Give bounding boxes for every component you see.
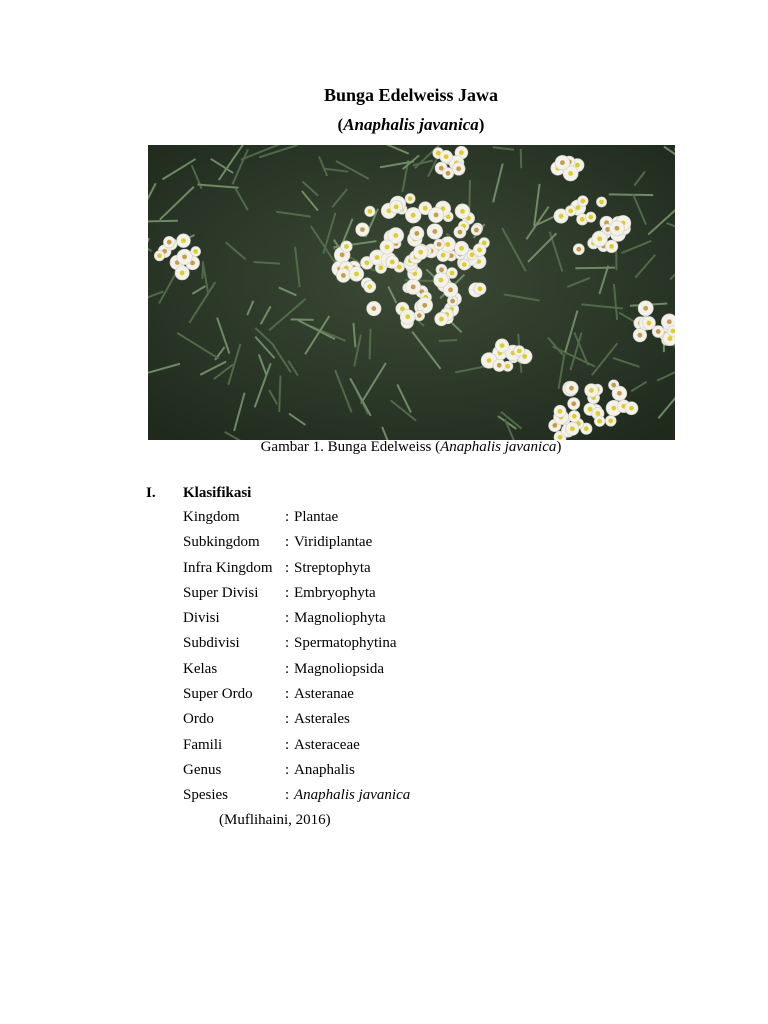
row-value: Asterales	[294, 711, 350, 728]
section-title: Klasifikasi	[183, 485, 252, 501]
row-label: Divisi	[183, 610, 220, 627]
species-italic: Anaphalis javanica	[294, 787, 411, 804]
row-separator: :	[285, 509, 290, 525]
classification-list	[183, 509, 410, 813]
edelweiss-photo	[148, 145, 675, 440]
row-value: Asteraceae	[294, 736, 360, 753]
document-subtitle	[0, 115, 768, 135]
row-label: Famili	[183, 736, 223, 753]
document-title: Bunga Edelweiss Jawa	[323, 85, 499, 105]
row-separator: :	[285, 711, 290, 728]
edelweiss-illustration	[148, 145, 675, 440]
row-separator: :	[285, 686, 290, 703]
row-label: Infra Kingdom	[183, 559, 273, 576]
row-label: Spesies	[183, 787, 228, 804]
row-separator: :	[285, 610, 290, 627]
row-separator: :	[285, 660, 290, 677]
classification-row	[183, 509, 410, 534]
row-label: Subkingdom	[183, 534, 260, 551]
classification-row	[183, 560, 410, 585]
classification-row	[183, 711, 410, 736]
row-value: Magnoliophyta	[294, 610, 386, 627]
row-value: Embryophyta	[294, 584, 376, 601]
row-separator: :	[285, 559, 290, 576]
row-value: Viridiplantae	[294, 534, 373, 551]
citation: (Muflihaini, 2016)	[219, 812, 331, 828]
subtitle-open-paren: (	[337, 115, 344, 134]
row-separator: :	[285, 584, 290, 601]
subtitle-species: Anaphalis javanica	[343, 115, 479, 134]
row-value: Plantae	[294, 509, 339, 525]
row-separator: :	[285, 635, 290, 652]
row-label: Super Ordo	[183, 686, 253, 703]
row-separator: :	[285, 761, 290, 778]
row-label: Ordo	[183, 711, 214, 728]
subtitle-close-paren: )	[478, 115, 485, 134]
caption-prefix: Gambar 1. Bunga Edelweiss (	[260, 439, 441, 455]
row-label: Genus	[183, 761, 222, 778]
figure-caption	[0, 439, 768, 456]
row-value: Asteranae	[294, 686, 354, 703]
row-label: Kingdom	[183, 509, 240, 525]
caption-species: Anaphalis javanica	[440, 439, 557, 455]
row-separator: :	[285, 534, 290, 551]
row-value: Magnoliopsida	[294, 660, 384, 677]
section-number: I.	[146, 485, 156, 501]
row-label: Super Divisi	[183, 584, 259, 601]
classification-row	[183, 635, 410, 660]
row-value: Streptophyta	[294, 559, 371, 576]
classification-row	[183, 661, 410, 686]
row-label: Subdivisi	[183, 635, 240, 652]
row-value: Anaphalis	[294, 761, 355, 778]
row-separator: :	[285, 787, 290, 804]
classification-row	[183, 585, 410, 610]
row-value: Spermatophytina	[294, 635, 397, 652]
classification-row	[183, 762, 410, 787]
classification-row	[183, 534, 410, 559]
classification-row	[183, 787, 410, 812]
caption-suffix: )	[556, 439, 562, 455]
row-separator: :	[285, 736, 290, 753]
row-value	[294, 787, 410, 812]
row-label: Kelas	[183, 660, 218, 677]
classification-row	[183, 610, 410, 635]
classification-row	[183, 686, 410, 711]
classification-row	[183, 737, 410, 762]
